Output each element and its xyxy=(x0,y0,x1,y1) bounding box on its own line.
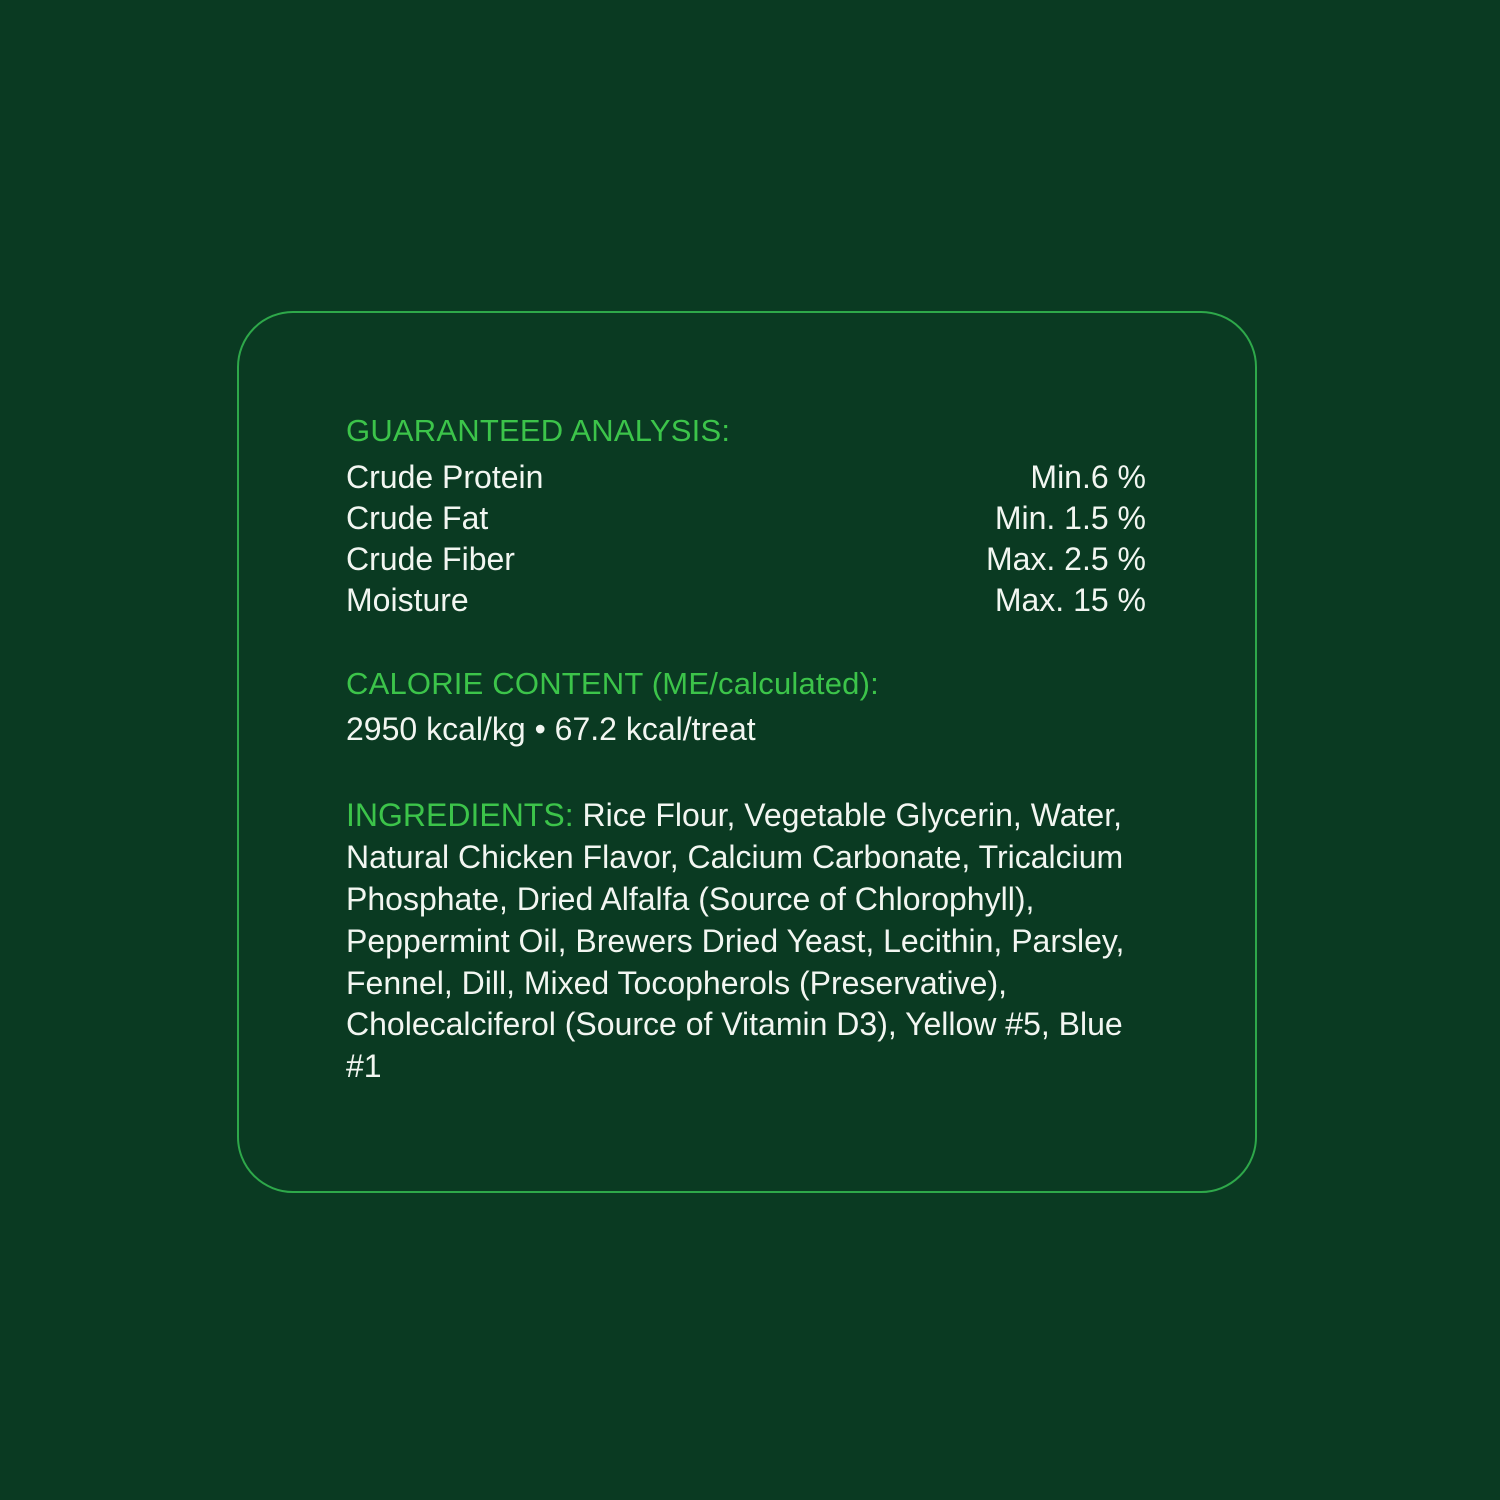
calorie-content-value: 2950 kcal/kg • 67.2 kcal/treat xyxy=(346,711,756,748)
table-row xyxy=(346,580,1146,621)
nutrient-value: Min. 1.5 % xyxy=(994,499,1146,536)
label-content xyxy=(346,412,1156,1088)
nutrient-value: Max. 2.5 % xyxy=(985,540,1146,577)
ingredients-text: Rice Flour, Vegetable Glycerin, Water, Natural Chicken Flavor, Calcium Carbonate, Tricalcium Phosphate, Dried Alfalfa (Source of Chlorophyll), Peppermint Oil, Brewers Dried Yeast, Lecithin, Parsley, Fennel, Dill, Mixed Tocopherols (Preservative), Cholecalciferol (Source of Vitamin D3), Yellow #5, Blue #1 xyxy=(346,796,1125,1085)
table-row xyxy=(346,457,1146,498)
section-spacer xyxy=(346,621,1156,665)
nutrient-name: Crude Fat xyxy=(346,499,489,536)
guaranteed-analysis-table xyxy=(346,457,1146,621)
nutrient-value: Min.6 % xyxy=(1030,458,1146,495)
section-spacer xyxy=(346,751,1156,795)
nutrient-value: Max. 15 % xyxy=(994,581,1146,618)
guaranteed-analysis-heading: GUARANTEED ANALYSIS: xyxy=(346,413,731,448)
nutrient-name: Crude Protein xyxy=(346,458,544,495)
table-row xyxy=(346,539,1146,580)
ingredients-paragraph xyxy=(346,795,1158,1088)
nutrient-name: Crude Fiber xyxy=(346,540,515,577)
ingredients-label: INGREDIENTS: xyxy=(346,796,574,833)
calorie-content-heading: CALORIE CONTENT (ME/calculated): xyxy=(346,665,879,701)
nutrient-name: Moisture xyxy=(346,581,469,618)
table-row xyxy=(346,498,1146,539)
